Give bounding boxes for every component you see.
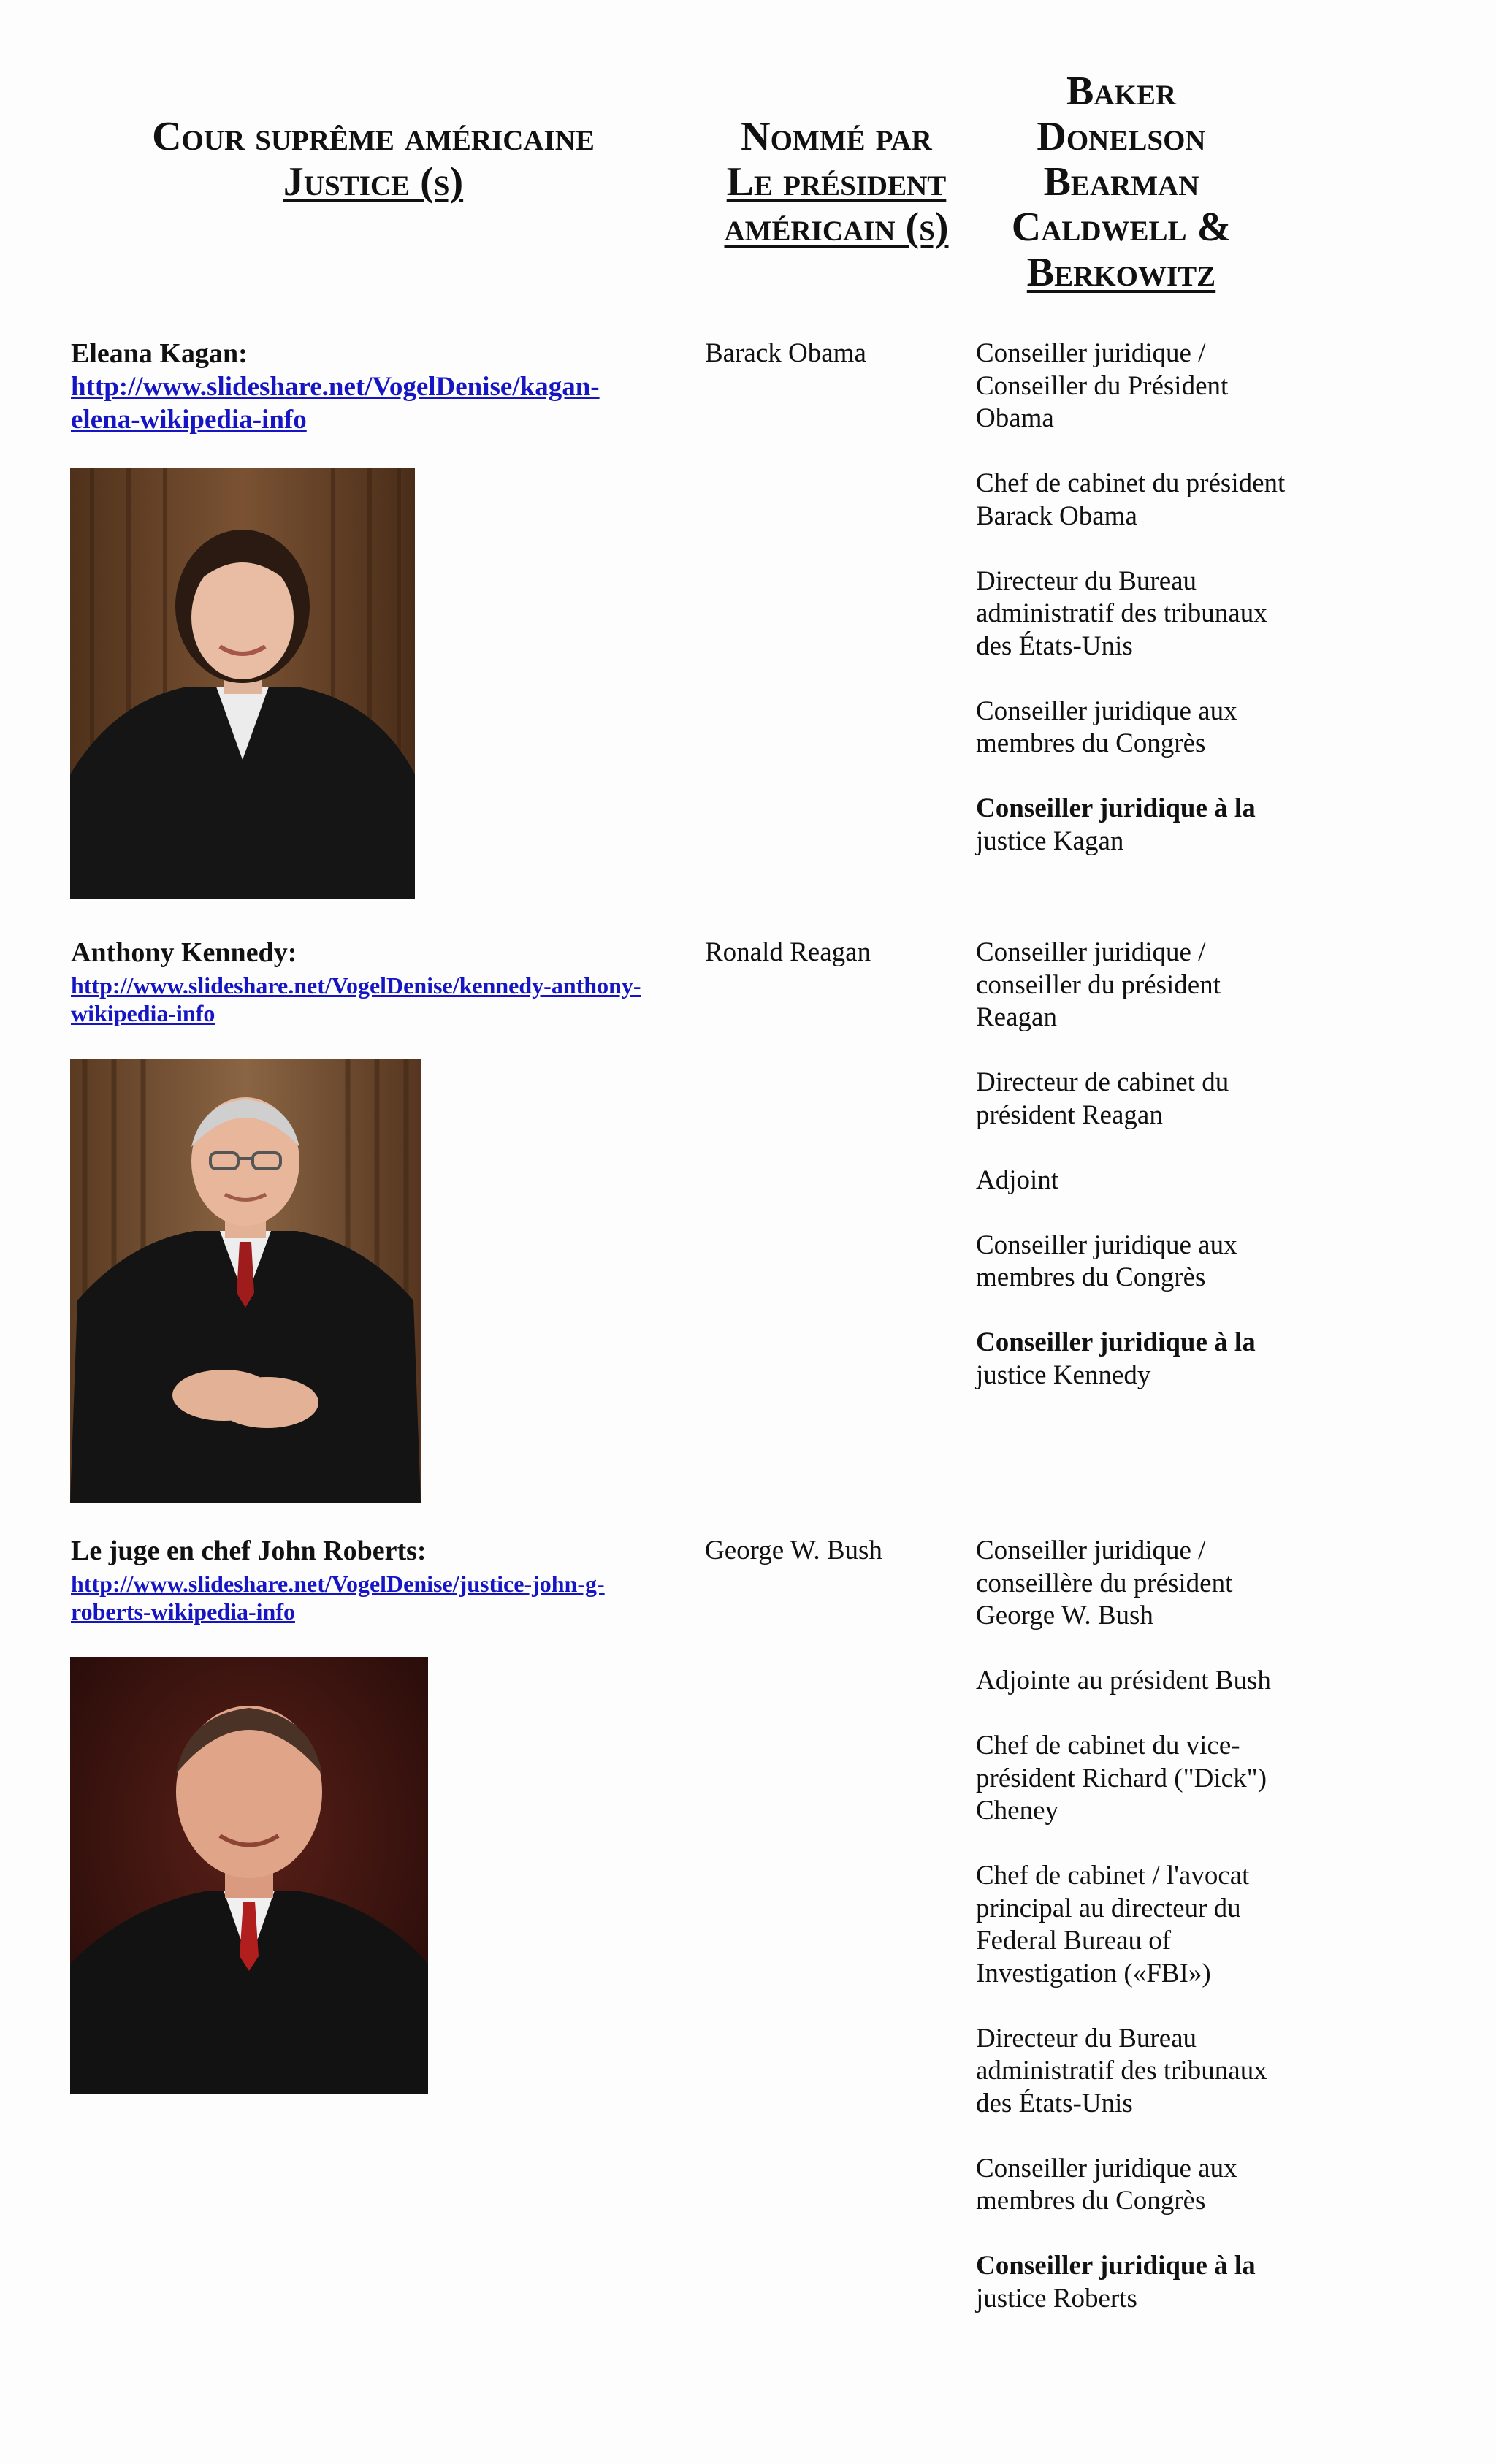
wikipedia-link[interactable] — [71, 1570, 605, 1625]
header-line: Cour suprême américaine — [152, 114, 595, 159]
link-line: http://www.slideshare.net/VogelDenise/kagan- — [71, 372, 600, 402]
role-rest: justice Kagan — [976, 825, 1124, 856]
link-line: roberts-wikipedia-info — [71, 1598, 295, 1625]
justice-name: Anthony Kennedy: — [71, 937, 297, 968]
firm-roles-list — [976, 937, 1290, 1424]
portrait-kagan — [70, 468, 415, 899]
link-line: wikipedia-info — [71, 1000, 215, 1026]
role-item: Conseiller juridique / conseiller du président Reagan — [976, 937, 1221, 1032]
role-item-final — [976, 1327, 1290, 1392]
header-supreme-court-justices — [110, 114, 637, 205]
firm-roles-list — [976, 337, 1290, 890]
header-line: Donelson — [1037, 114, 1206, 159]
appointed-by: Barack Obama — [705, 338, 866, 368]
role-item: Chef de cabinet / l'avocat principal au directeur du Federal Bureau of Investigation («FBI») — [976, 1861, 1250, 1988]
role-item: Chef de cabinet du vice-président Richard ("Dick") Cheney — [976, 1731, 1267, 1826]
role-item-final — [976, 793, 1290, 858]
wikipedia-link[interactable] — [71, 371, 600, 436]
appointed-by: George W. Bush — [705, 1536, 882, 1565]
role-bold: Conseiller juridique à la — [976, 1327, 1256, 1357]
role-rest: justice Kennedy — [976, 1359, 1151, 1390]
role-item: Adjoint — [976, 1164, 1059, 1195]
role-item: Conseiller juridique / conseillère du président George W. Bush — [976, 1536, 1233, 1630]
header-line: Baker — [1066, 69, 1177, 114]
portrait-kennedy — [70, 1059, 421, 1503]
header-line-underlined: américain (s) — [724, 205, 949, 250]
firm-roles-list — [976, 1535, 1290, 2348]
role-item: Directeur du Bureau administratif des tribunaux des États-Unis — [976, 2023, 1267, 2118]
role-item: Chef de cabinet du président Barack Obama — [976, 468, 1286, 531]
header-line: Caldwell & — [1011, 205, 1232, 250]
role-item: Directeur du Bureau administratif des tribunaux des États-Unis — [976, 565, 1267, 661]
role-item: Conseiller juridique aux membres du Congrès — [976, 695, 1237, 758]
header-line-underlined: Le président — [726, 159, 947, 205]
justice-name: Eleana Kagan: — [71, 338, 248, 369]
link-line: http://www.slideshare.net/VogelDenise/kennedy-anthony- — [71, 972, 641, 999]
link-line: elena-wikipedia-info — [71, 404, 307, 435]
role-bold: Conseiller juridique à la — [976, 2251, 1256, 2281]
portrait-roberts — [70, 1657, 428, 2094]
role-item: Conseiller juridique aux membres du Congrès — [976, 1229, 1237, 1292]
appointed-by: Ronald Reagan — [705, 937, 871, 967]
header-line-underlined: Berkowitz — [1026, 250, 1216, 295]
wikipedia-link[interactable] — [71, 972, 641, 1027]
role-item: Conseiller juridique aux membres du Congrès — [976, 2153, 1237, 2216]
role-rest: justice Roberts — [976, 2283, 1137, 2314]
role-bold: Conseiller juridique à la — [976, 793, 1256, 823]
header-line: Bearman — [1043, 159, 1199, 205]
header-law-firm — [982, 69, 1260, 295]
role-item: Conseiller juridique / Conseiller du Président Obama — [976, 338, 1229, 433]
role-item: Adjointe au président Bush — [976, 1666, 1271, 1696]
header-line-underlined: Justice (s) — [283, 159, 464, 205]
justice-name: Le juge en chef John Roberts: — [71, 1536, 427, 1566]
header-appointed-by — [690, 114, 982, 250]
role-item: Directeur de cabinet du président Reagan — [976, 1067, 1229, 1130]
link-line: http://www.slideshare.net/VogelDenise/justice-john-g- — [71, 1571, 605, 1597]
role-item-final — [976, 2250, 1290, 2315]
header-line: Nommé par — [741, 114, 932, 159]
